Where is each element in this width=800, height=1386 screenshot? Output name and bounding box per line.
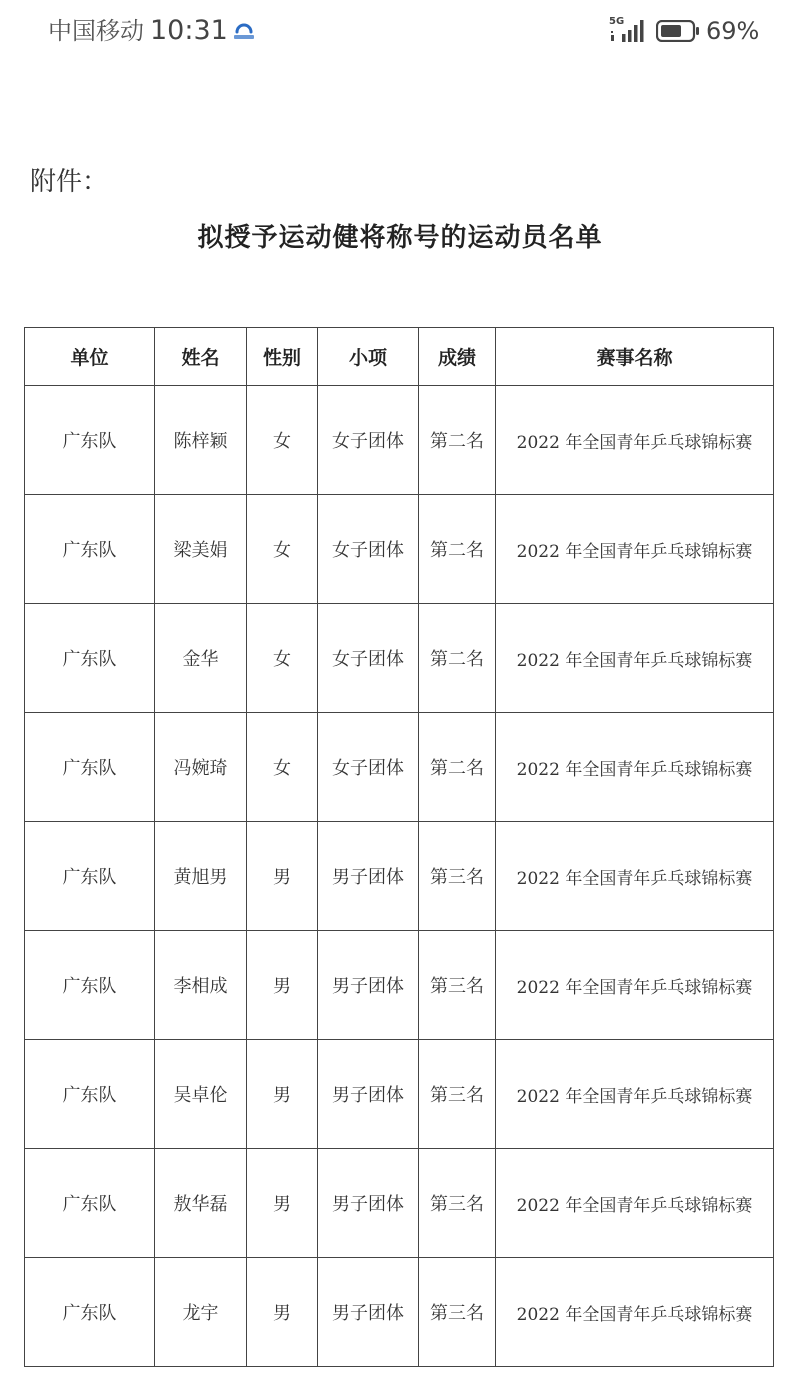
cell-name: 金华 [155, 604, 247, 713]
cell-gender: 女 [247, 495, 318, 604]
cell-competition: 2022 年全国青年乒乓球锦标赛 [496, 931, 774, 1040]
cell-gender: 女 [247, 386, 318, 495]
table-row [25, 1040, 774, 1149]
battery-icon [656, 20, 700, 42]
cell-name: 吴卓伦 [155, 1040, 247, 1149]
table-row [25, 386, 774, 495]
cell-result: 第二名 [419, 386, 496, 495]
column-header-competition: 赛事名称 [496, 328, 774, 386]
cell-result: 第二名 [419, 604, 496, 713]
cell-event: 女子团体 [318, 713, 419, 822]
column-header-gender: 性别 [247, 328, 318, 386]
cell-event: 男子团体 [318, 822, 419, 931]
cell-name: 龙宇 [155, 1258, 247, 1367]
cell-competition: 2022 年全国青年乒乓球锦标赛 [496, 713, 774, 822]
cell-competition: 2022 年全国青年乒乓球锦标赛 [496, 1040, 774, 1149]
column-header-unit: 单位 [25, 328, 155, 386]
cell-result: 第三名 [419, 931, 496, 1040]
cell-gender: 男 [247, 1258, 318, 1367]
cell-name: 黄旭男 [155, 822, 247, 931]
battery-fill [661, 25, 681, 37]
cell-competition: 2022 年全国青年乒乓球锦标赛 [496, 604, 774, 713]
attachment-label: 附件： [30, 167, 109, 197]
cell-unit: 广东队 [25, 822, 155, 931]
column-header-name: 姓名 [155, 328, 247, 386]
cell-gender: 女 [247, 604, 318, 713]
table-row [25, 931, 774, 1040]
column-header-result: 成绩 [419, 328, 496, 386]
cell-gender: 男 [247, 1040, 318, 1149]
cell-name: 梁美娟 [155, 495, 247, 604]
status-time: 10:31 [150, 15, 228, 46]
cell-unit: 广东队 [25, 386, 155, 495]
table-row [25, 713, 774, 822]
cell-competition: 2022 年全国青年乒乓球锦标赛 [496, 822, 774, 931]
battery-percentage: 69% [706, 17, 760, 45]
cell-result: 第二名 [419, 495, 496, 604]
cell-unit: 广东队 [25, 1040, 155, 1149]
cell-competition: 2022 年全国青年乒乓球锦标赛 [496, 386, 774, 495]
cell-unit: 广东队 [25, 495, 155, 604]
cell-name: 冯婉琦 [155, 713, 247, 822]
cell-event: 女子团体 [318, 604, 419, 713]
cell-gender: 男 [247, 822, 318, 931]
table-row [25, 822, 774, 931]
carrier-name: 中国移动 [48, 17, 144, 45]
table-row [25, 1149, 774, 1258]
cell-name: 陈梓颖 [155, 386, 247, 495]
cell-name: 李相成 [155, 931, 247, 1040]
cell-event: 男子团体 [318, 1258, 419, 1367]
cell-result: 第三名 [419, 822, 496, 931]
cell-result: 第三名 [419, 1258, 496, 1367]
cell-competition: 2022 年全国青年乒乓球锦标赛 [496, 495, 774, 604]
cell-competition: 2022 年全国青年乒乓球锦标赛 [496, 1149, 774, 1258]
signal-icon [609, 16, 649, 44]
cell-gender: 男 [247, 1149, 318, 1258]
cell-name: 敖华磊 [155, 1149, 247, 1258]
document-title: 拟授予运动健将称号的运动员名单 [197, 223, 603, 253]
athlete-roster-table [24, 327, 774, 1367]
cell-gender: 男 [247, 931, 318, 1040]
cell-result: 第二名 [419, 713, 496, 822]
cell-result: 第三名 [419, 1040, 496, 1149]
cell-event: 女子团体 [318, 495, 419, 604]
cell-event: 男子团体 [318, 1040, 419, 1149]
table-header-row [25, 328, 774, 386]
cell-unit: 广东队 [25, 604, 155, 713]
cell-competition: 2022 年全国青年乒乓球锦标赛 [496, 1258, 774, 1367]
cell-gender: 女 [247, 713, 318, 822]
app-notification-icon [232, 18, 256, 42]
status-bar [0, 0, 800, 62]
cell-unit: 广东队 [25, 1258, 155, 1367]
cell-result: 第三名 [419, 1149, 496, 1258]
cell-event: 女子团体 [318, 386, 419, 495]
network-type-label: 5G [609, 16, 625, 27]
table-row [25, 1258, 774, 1367]
column-header-event: 小项 [318, 328, 419, 386]
cell-event: 男子团体 [318, 931, 419, 1040]
cell-event: 男子团体 [318, 1149, 419, 1258]
cell-unit: 广东队 [25, 931, 155, 1040]
cell-unit: 广东队 [25, 713, 155, 822]
cell-unit: 广东队 [25, 1149, 155, 1258]
table-row [25, 604, 774, 713]
table-row [25, 495, 774, 604]
